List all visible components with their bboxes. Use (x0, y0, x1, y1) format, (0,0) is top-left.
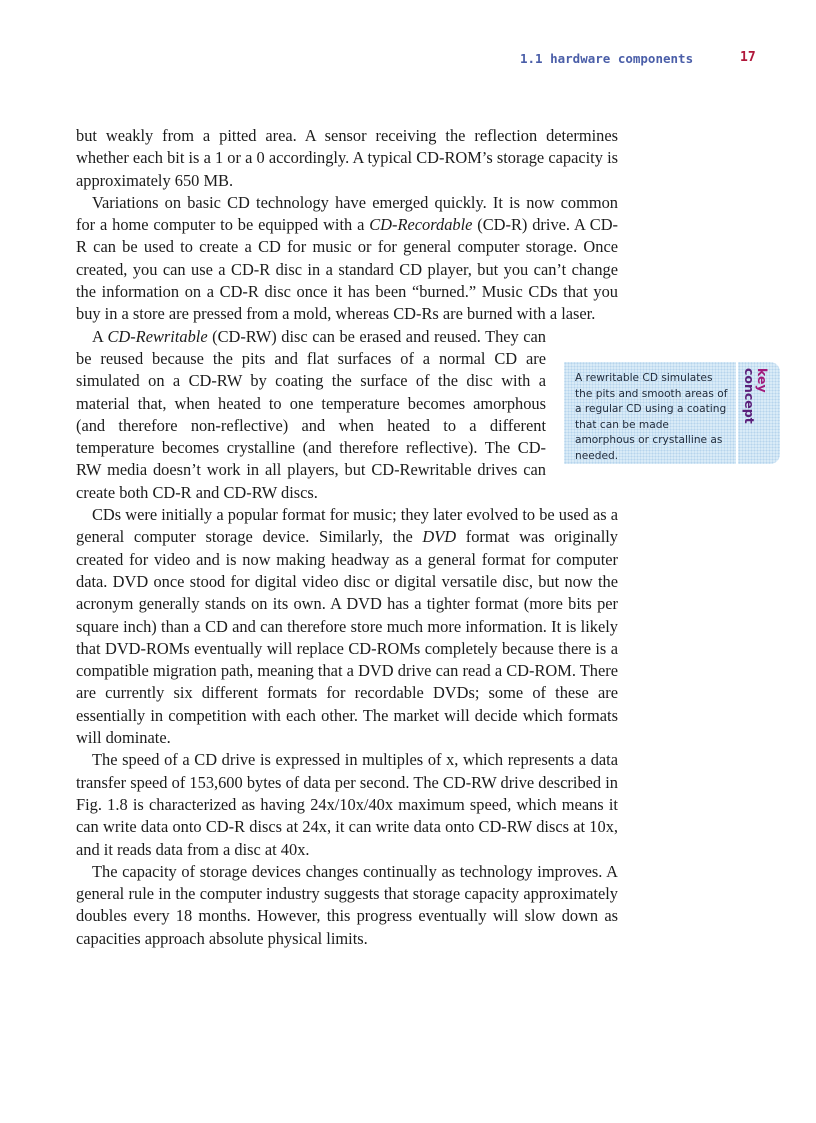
body-text (76, 125, 618, 950)
paragraph-2-text-c: (CD-R) drive. A CD-R can be used to create a CD for music or for general computer storage. Once created, you can use a CD-R disc in a standard CD player, but you can’t change the information on a CD-R disc once it has been “burned.” Music CDs that you buy in a store are pressed from a mold, whereas CD-Rs are burned with a laser. (76, 215, 619, 324)
paragraph-3-text-c: (CD-RW) disc can be erased and reused. They can be reused because the pits and flat surfaces of a normal CD are simulated on a CD-RW by coating the surface of the disc with a material that, when heated to one temperature becomes amorphous (and therefore non-reflective) and when heated to a different temperature becomes crystalline (and therefore reflective). The CD-RW media doesn’t work in all players, but CD-Rewritable drives can create both CD-R and CD-RW discs. (76, 326, 546, 502)
paragraph-6: The capacity of storage devices changes continually as technology improves. A general rule in the computer industry suggests that storage capacity approximately doubles every 18 months. However, this progress eventually will slow down as capacities approach absolute physical limits. (76, 861, 618, 948)
paragraph-5: The speed of a CD drive is expressed in multiples of x, which represents a data transfer speed of 153,600 bytes of data per second. The CD-RW drive described in Fig. 1.8 is characterized as having 24x/10x/40x maximum speed, which means it can write data onto CD-R discs at 24x, it can write data onto CD-RW discs at 10x, and it reads data from a disc at 40x. (76, 750, 618, 859)
paragraph-3-text-a: A (92, 326, 108, 346)
paragraph-4 (76, 504, 618, 749)
paragraph-2 (76, 192, 618, 326)
paragraph-3 (76, 326, 546, 504)
term-cd-recordable: CD-Recordable (369, 215, 473, 235)
key-concept-tab (738, 362, 780, 464)
term-dvd: DVD (422, 527, 457, 547)
paragraph-4-text-a: CDs were initially a popular format for music; they later evolved to be used as a general computer storage device. Similarly, the (76, 505, 618, 547)
key-word: key (755, 368, 770, 393)
concept-word: concept (742, 368, 757, 424)
key-concept-callout (564, 362, 736, 464)
key-concept-text: A rewritable CD simulates the pits and smooth areas of a regular CD using a coating that can be made amorphous or crystalline as needed. (575, 372, 728, 462)
key-concept-label (743, 368, 769, 424)
running-header-section: 1.1 hardware components (520, 51, 694, 66)
paragraph-2-text-a: Variations on basic CD technology have emerged quickly. It is now common for a home computer to be equipped with a (76, 192, 618, 235)
page-number: 17 (740, 50, 756, 65)
paragraph-4-text-c: format was originally created for video and is now making headway as a general format for computer data. DVD once stood for digital video disc or digital versatile disc, but now the acronym generally stands on its own. A DVD has a tighter format (more bits per square inch) than a CD and can therefore store much more information. It is likely that DVD-ROMs eventually will replace CD-ROMs completely because there is a compatible migration path, meaning that a DVD drive can read a CD-ROM. There are currently six different formats for recordable DVDs; some of these are essentially in competition with each other. The market will decide which formats will dominate. (76, 527, 619, 748)
term-cd-rewritable: CD-Rewritable (107, 326, 208, 346)
paragraph-1: but weakly from a pitted area. A sensor receiving the reflection determines whether each bit is a 1 or a 0 accordingly. A typical CD-ROM’s storage capacity is approximately 650 MB. (76, 126, 618, 190)
